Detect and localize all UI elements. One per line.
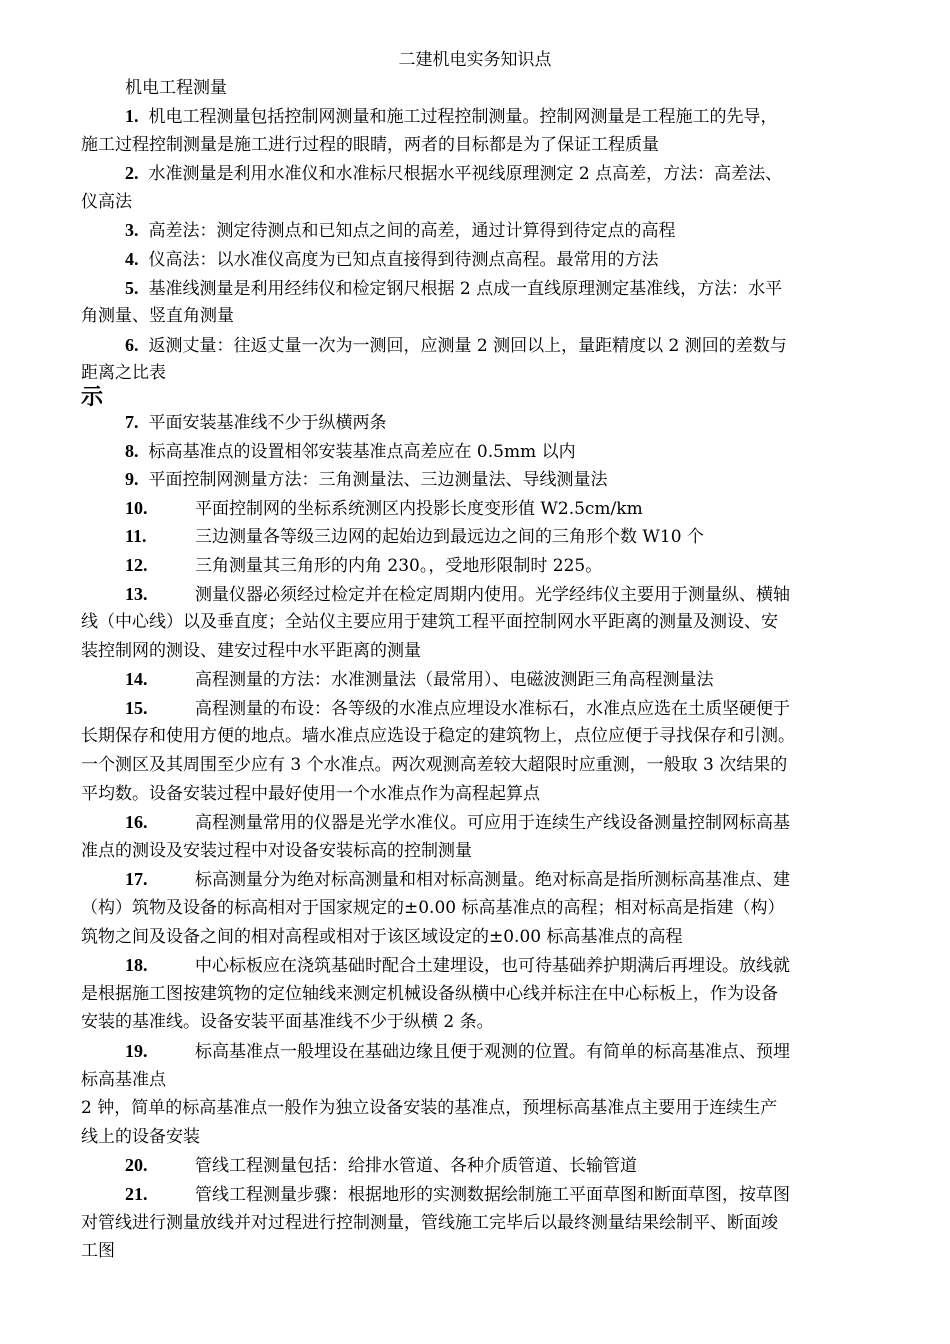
continuation-line — [81, 637, 871, 666]
item-text: 三角测量其三角形的内角 230。，受地形限制时 225。 — [195, 555, 603, 576]
item-text: 平均数。设备安装过程中最好使用一个水准点作为高程起算点 — [81, 783, 540, 804]
continuation-line — [81, 1237, 871, 1266]
item-text: 高程测量常用的仪器是光学水准仪。可应用于连续生产线设备测量控制网标高基 — [195, 813, 790, 834]
item-text: 平面控制网的坐标系统测区内投影长度变形值 W2.5cm/km — [195, 498, 643, 519]
continuation-line — [81, 722, 871, 751]
numbered-item-line — [81, 274, 871, 303]
numbered-item-line — [81, 951, 871, 980]
item-text: 线（中心线）以及垂直度；全站仪主要应用于建筑工程平面控制网水平距离的测量及测设、安 — [81, 612, 778, 633]
item-text: 高差法：测定待测点和已知点之间的高差，通过计算得到待定点的高程 — [148, 221, 676, 242]
numbered-item-line — [81, 1037, 871, 1066]
item-text: 角测量、竖直角测量 — [81, 306, 234, 327]
item-text: 一个测区及其周围至少应有 3 个水准点。两次观测高差较大超限时应重测，一般取 3 次结果的 — [81, 755, 788, 776]
item-text: 是根据施工图按建筑物的定位轴线来测定机械设备纵横中心线并标注在中心标板上，作为设备 — [81, 983, 778, 1004]
numbered-item-line — [81, 694, 871, 723]
continuation-line — [81, 837, 871, 866]
numbered-item-line — [81, 437, 871, 466]
continuation-line — [81, 751, 871, 780]
item-text: 管线工程测量包括：给排水管道、各种介质管道、长输管道 — [195, 1156, 637, 1177]
numbered-item-line — [81, 665, 871, 694]
item-text: 对管线进行测量放线并对过程进行控制测量，管线施工完毕后以最终测量结果绘制平、断面竣 — [81, 1212, 778, 1233]
continuation-line — [81, 894, 871, 923]
numbered-item-line — [81, 580, 871, 609]
item-number: 15. — [125, 697, 148, 718]
continuation-line — [81, 780, 871, 809]
continuation-line — [81, 608, 871, 637]
item-text: 准点的测设及安装过程中对设备安装标高的控制测量 — [81, 840, 472, 861]
numbered-item-line — [81, 808, 871, 837]
item-number: 1. — [125, 106, 139, 126]
item-text: 管线工程测量步骤：根据地形的实测数据绘制施工平面草图和断面草图，按草图 — [195, 1184, 790, 1205]
item-text: 水准测量是利用水准仪和水准标尺根据水平视线原理测定 2 点高差，方法：高差法、 — [148, 164, 783, 185]
item-number: 13. — [125, 583, 148, 604]
continuation-line — [81, 359, 871, 388]
item-number: 9. — [125, 469, 139, 490]
item-text: 装控制网的测设、建安过程中水平距离的测量 — [81, 640, 421, 661]
continuation-line — [81, 1123, 871, 1152]
item-text: 高程测量的布设：各等级的水准点应埋设水准标石，水准点应选在土质坚硬便于 — [195, 698, 790, 719]
item-number: 7. — [125, 411, 139, 432]
item-number: 11. — [125, 526, 147, 547]
stray-glyph: 示 — [81, 384, 104, 410]
item-text: 中心标板应在浇筑基础时配合土建埋设，也可待基础养护期满后再埋设。放线就 — [195, 956, 790, 977]
item-number: 18. — [125, 955, 148, 976]
continuation-line — [81, 1094, 871, 1123]
continuation-line — [81, 923, 871, 952]
item-text: 测量仪器必须经过检定并在检定周期内使用。光学经纬仪主要用于测量纵、横轴 — [195, 584, 790, 605]
item-text: 仪高法 — [81, 191, 132, 212]
section-heading: 机电工程测量 — [125, 78, 227, 98]
item-text: 筑物之间及设备之间的相对高程或相对于该区域设定的±0.00 标高基准点的高程 — [81, 926, 683, 947]
item-text: 高程测量的方法：水准测量法（最常用）、电磁波测距三角高程测量法 — [195, 670, 714, 691]
numbered-item-line — [81, 408, 871, 437]
item-text: 线上的设备安装 — [81, 1126, 200, 1147]
item-number: 6. — [125, 334, 139, 355]
numbered-item-line — [81, 522, 871, 551]
item-number: 3. — [125, 220, 139, 241]
item-text: 2 钟，简单的标高基准点一般作为独立设备安装的基准点，预埋标高基准点主要用于连续生产 — [81, 1098, 778, 1119]
numbered-item-line — [81, 465, 871, 494]
item-text: 标高基准点 — [81, 1069, 166, 1090]
numbered-item-line — [81, 865, 871, 894]
item-text: 三边测量各等级三边网的起始边到最远边之间的三角形个数 W10 个 — [195, 527, 704, 548]
item-number: 8. — [125, 440, 139, 461]
item-text: 基准线测量是利用经纬仪和检定钢尺根据 2 点成一直线原理测定基准线，方法：水平 — [148, 278, 783, 299]
item-number: 16. — [125, 812, 148, 833]
numbered-item-line — [81, 216, 871, 245]
item-number: 5. — [125, 277, 139, 298]
page-title: 二建机电实务知识点 — [398, 50, 552, 70]
item-text: 机电工程测量包括控制网测量和施工过程控制测量。控制网测量是工程施工的先导， — [148, 107, 778, 127]
item-number: 14. — [125, 669, 148, 690]
continuation-line — [81, 980, 871, 1009]
numbered-item-line — [81, 494, 871, 523]
numbered-item-line — [81, 551, 871, 580]
continuation-line — [81, 302, 871, 331]
item-text: 施工过程控制测量是施工进行过程的眼睛，两者的目标都是为了保证工程质量 — [81, 134, 659, 155]
item-text: 标高测量分为绝对标高测量和相对标高测量。绝对标高是指所测标高基准点、建 — [195, 870, 790, 891]
numbered-item-line — [81, 1180, 871, 1209]
paragraph-gap — [81, 388, 871, 408]
item-text: 仪高法：以水准仪高度为已知点直接得到待测点高程。最常用的方法 — [148, 249, 659, 270]
numbered-item-line — [81, 159, 871, 188]
continuation-line — [81, 188, 871, 217]
numbered-item-line — [81, 102, 871, 131]
item-number: 17. — [125, 869, 148, 890]
item-number: 21. — [125, 1183, 148, 1204]
item-number: 12. — [125, 554, 148, 575]
numbered-item-line — [81, 331, 871, 360]
continuation-line — [81, 131, 871, 160]
item-text: 返测丈量：往返丈量一次为一测回，应测量 2 测回以上，量距精度以 2 测回的差数与 — [148, 335, 787, 356]
item-number: 4. — [125, 248, 139, 269]
item-text: 长期保存和使用方便的地点。墙水准点应选设于稳定的建筑物上，点位应便于寻找保存和引测。 — [81, 726, 795, 747]
item-text: （构）筑物及设备的标高相对于国家规定的±0.00 标高基准点的高程；相对标高是指建（构） — [81, 898, 785, 919]
document-body — [81, 102, 871, 1266]
continuation-line — [81, 1008, 871, 1037]
continuation-line — [81, 1209, 871, 1238]
item-number: 19. — [125, 1041, 148, 1061]
item-number: 2. — [125, 163, 139, 184]
numbered-item-line — [81, 1151, 871, 1180]
item-text: 平面控制网测量方法：三角测量法、三边测量法、导线测量法 — [148, 470, 608, 491]
continuation-line — [81, 1066, 871, 1095]
numbered-item-line — [81, 245, 871, 274]
item-text: 平面安装基准线不少于纵横两条 — [148, 412, 387, 433]
item-text: 距离之比表 — [81, 363, 166, 384]
item-text: 标高基准点一般埋设在基础边缘且便于观测的位置。有简单的标高基准点、预埋 — [195, 1042, 790, 1062]
item-text: 标高基准点的设置相邻安装基准点高差应在 0.5mm 以内 — [148, 441, 576, 462]
item-number: 10. — [125, 497, 148, 518]
item-number: 20. — [125, 1155, 148, 1176]
item-text: 安装的基准线。设备安装平面基准线不少于纵横 2 条。 — [81, 1012, 494, 1033]
item-text: 工图 — [81, 1241, 115, 1262]
